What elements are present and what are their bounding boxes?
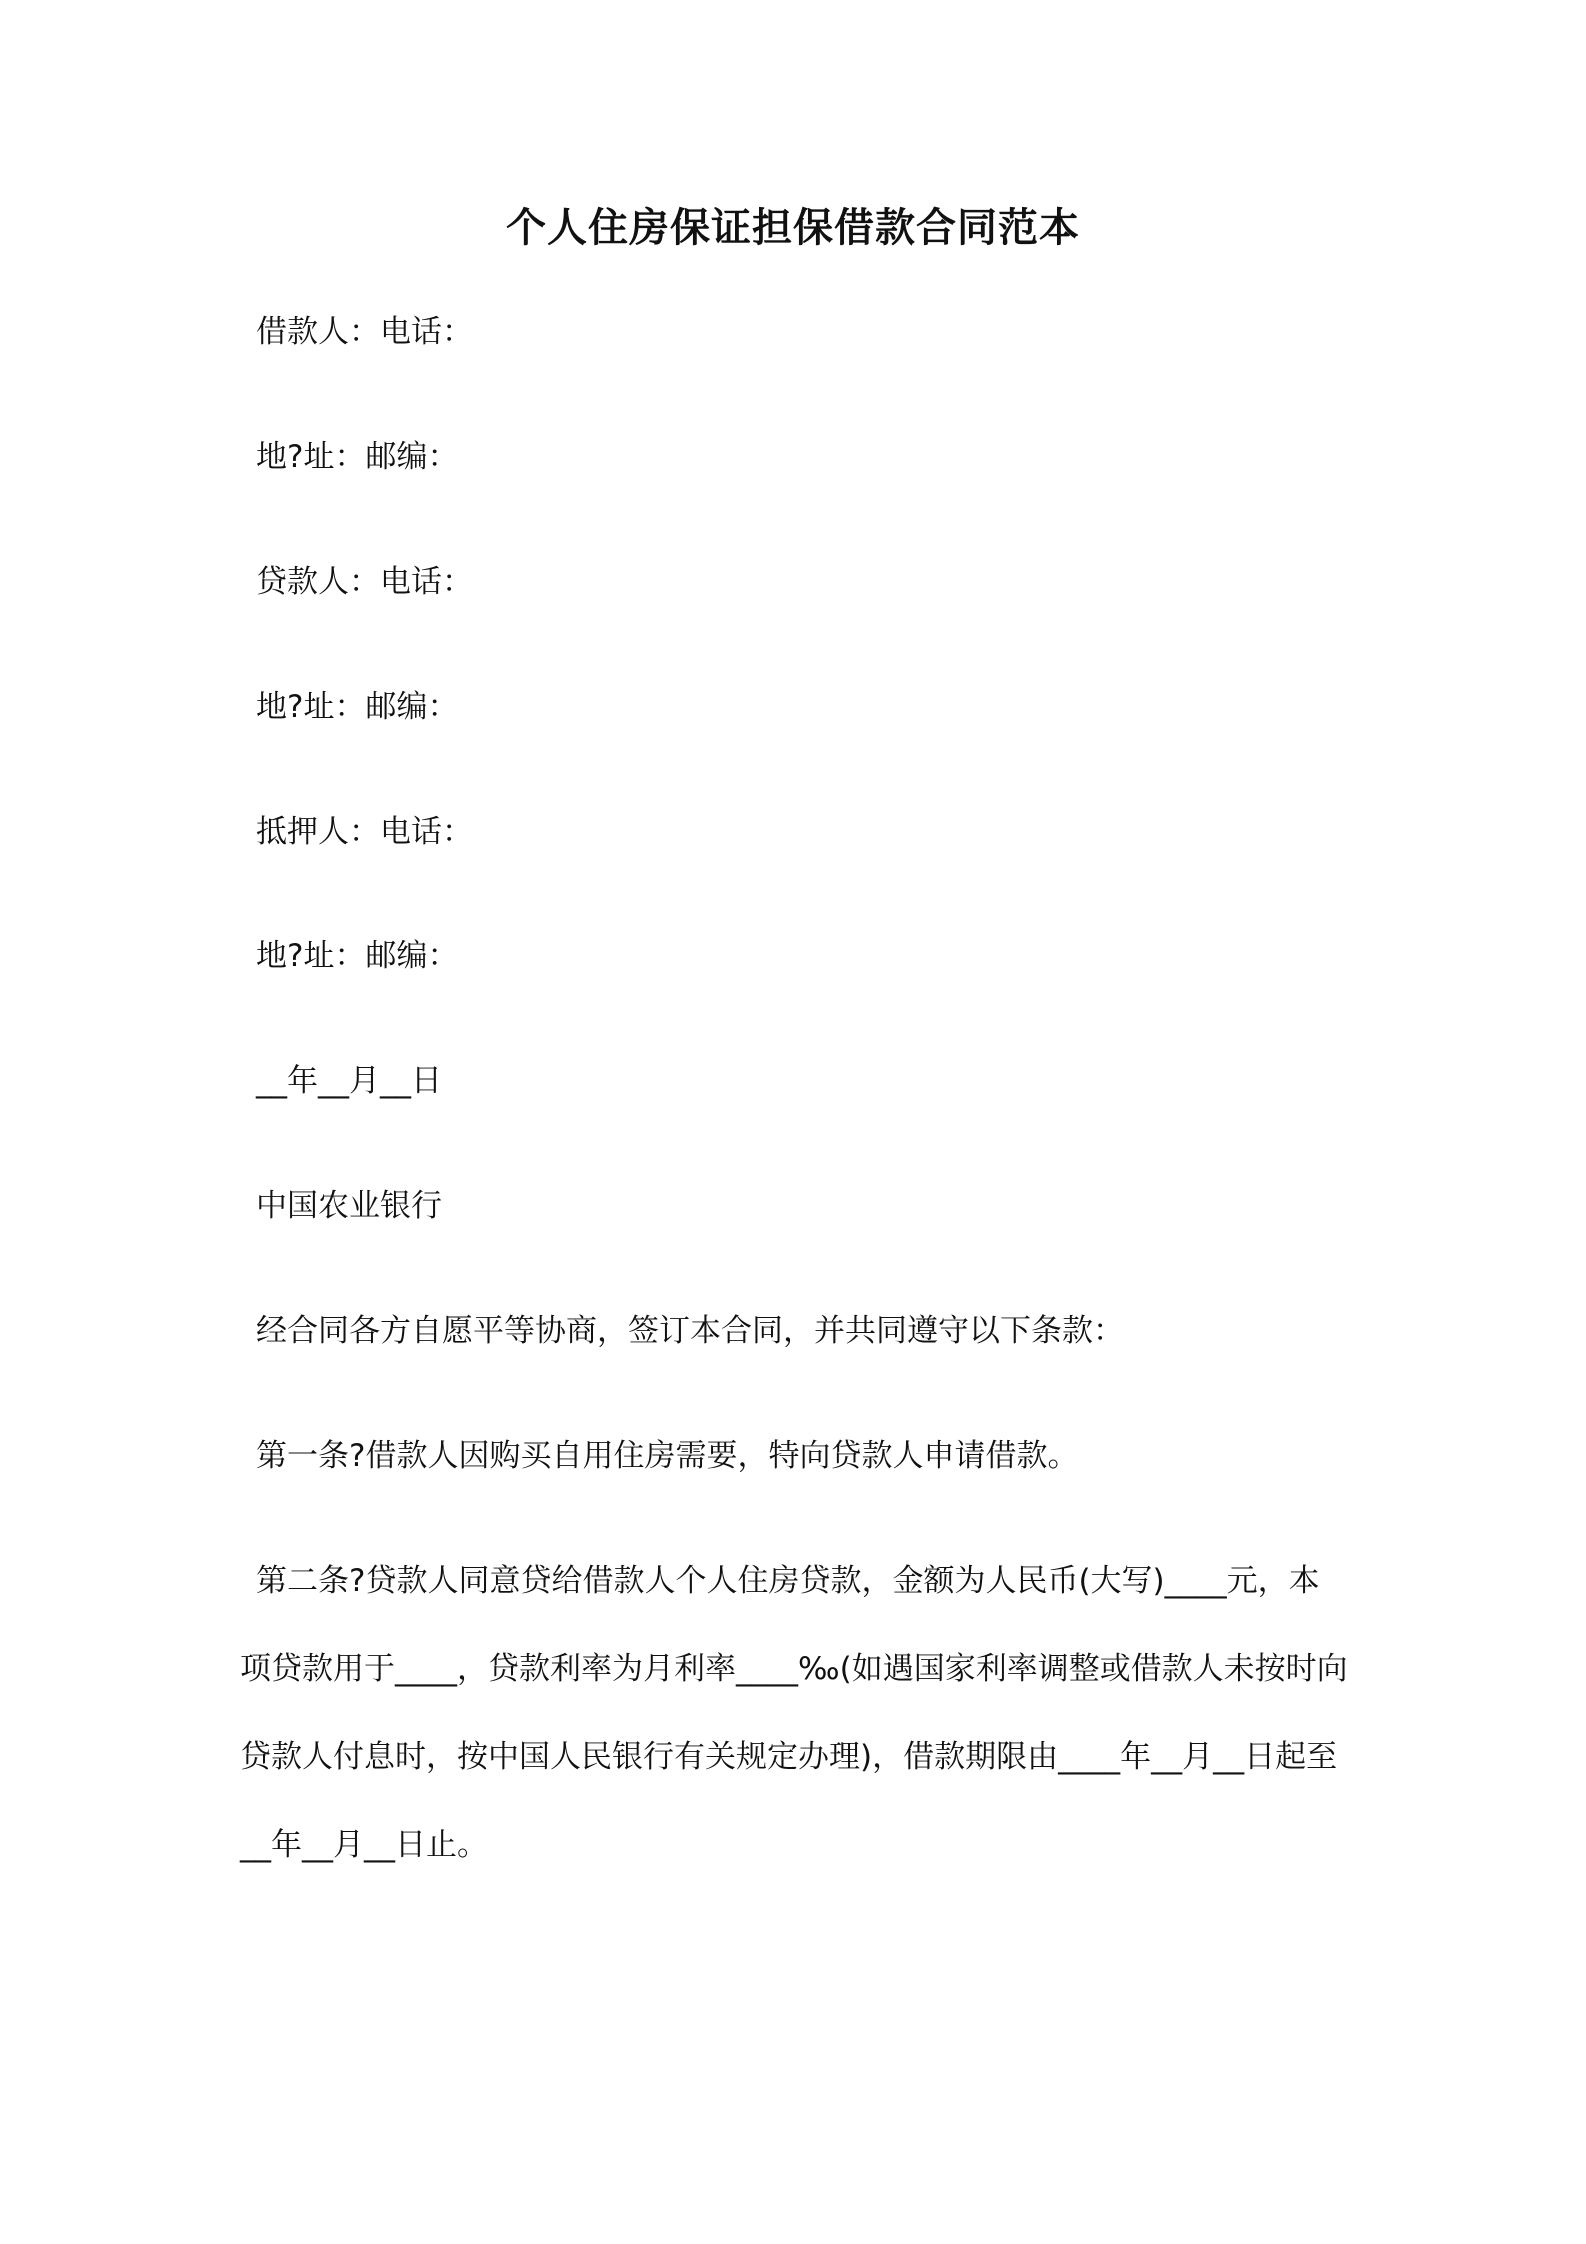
lender-address-line: 地?址：邮编： <box>256 689 459 725</box>
borrower-address-line: 地?址：邮编： <box>256 439 459 475</box>
borrower-line: 借款人：电话： <box>256 314 473 350</box>
mortgagor-address-line: 地?址：邮编： <box>256 938 459 974</box>
date-line: __年__月__日 <box>256 1063 442 1099</box>
lender-line: 贷款人：电话： <box>256 564 473 600</box>
document-title: 个人住房保证担保借款合同范本 <box>506 205 1080 251</box>
bank-name-line: 中国农业银行 <box>256 1188 442 1224</box>
mortgagor-line: 抵押人：电话： <box>256 814 473 850</box>
article-2: 第二条?贷款人同意贷给借款人个人住房贷款，金额为人民币(大写)____元，本项贷款用于____，贷款利率为月利率____‰(如遇国家利率调整或借款人未按时向贷款人付息时，按中国人民银行有关规定办理)，借款期限由____年__月__日起至__年__月__日止。 <box>240 1563 1348 1863</box>
article-1: 第一条?借款人因购买自用住房需要，特向贷款人申请借款。 <box>256 1438 1079 1474</box>
agreement-intro-line: 经合同各方自愿平等协商，签订本合同，并共同遵守以下条款： <box>256 1313 1124 1349</box>
